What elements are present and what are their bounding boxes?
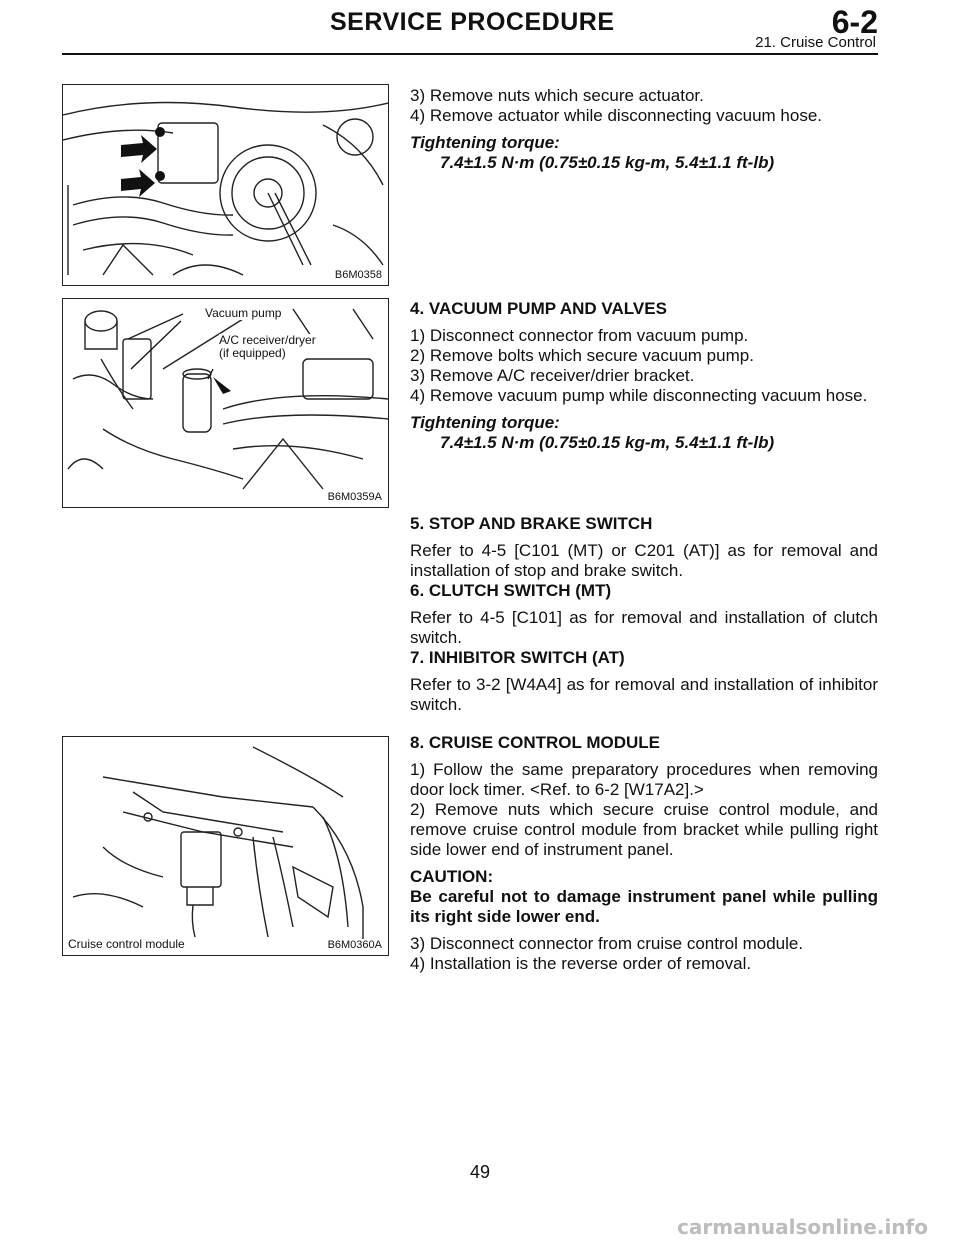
vacuum-pump-illustration bbox=[63, 299, 388, 507]
label-vacuum-pump: Vacuum pump bbox=[205, 306, 282, 320]
figure-actuator bbox=[62, 84, 389, 286]
label-cruise-control-module: Cruise control module bbox=[68, 937, 185, 951]
cruise-module-section bbox=[410, 733, 878, 974]
section-heading: 5. STOP AND BRAKE SWITCH bbox=[410, 514, 653, 533]
step-text: 2) Remove bolts which secure vacuum pump. bbox=[410, 346, 754, 365]
header-rule bbox=[62, 53, 878, 55]
step-text: 4) Installation is the reverse order of removal. bbox=[410, 954, 752, 973]
section-heading: 6. CLUTCH SWITCH (MT) bbox=[410, 581, 612, 600]
caution-heading: CAUTION: bbox=[410, 867, 494, 886]
section-heading: 7. INHIBITOR SWITCH (AT) bbox=[410, 648, 625, 667]
step-text: 1) Disconnect connector from vacuum pump. bbox=[410, 326, 749, 345]
header-title: SERVICE PROCEDURE bbox=[330, 8, 615, 36]
figure-id: B6M0360A bbox=[327, 939, 382, 951]
vacuum-pump-section bbox=[410, 299, 878, 453]
cruise-module-illustration bbox=[63, 737, 388, 955]
step-text: 3) Disconnect connector from cruise control module. bbox=[410, 934, 804, 953]
figure-vacuum-pump bbox=[62, 298, 389, 508]
caution-text: Be careful not to damage instrument panel while pulling its right side lower end. bbox=[410, 887, 878, 926]
section-number: 6-2 bbox=[831, 4, 878, 40]
torque-value: 7.4±1.5 N·m (0.75±0.15 kg-m, 5.4±1.1 ft-lb) bbox=[440, 433, 775, 452]
label-if-equipped: (if equipped) bbox=[219, 346, 286, 360]
body-text: Refer to 4-5 [C101 (MT) or C201 (AT)] as for removal and installation of stop and brake switch. bbox=[410, 541, 878, 580]
body-text: Refer to 4-5 [C101] as for removal and installation of clutch switch. bbox=[410, 608, 878, 647]
section-heading: 4. VACUUM PUMP AND VALVES bbox=[410, 299, 667, 318]
actuator-illustration bbox=[63, 85, 388, 285]
step-text: 1) Follow the same preparatory procedures when removing door lock timer. <Ref. to 6-2 [W17A2].> bbox=[410, 760, 878, 799]
body-text: Refer to 3-2 [W4A4] as for removal and installation of inhibitor switch. bbox=[410, 675, 878, 714]
figure-id: B6M0358 bbox=[334, 269, 382, 281]
watermark: carmanualsonline.info bbox=[677, 1215, 928, 1239]
torque-value: 7.4±1.5 N·m (0.75±0.15 kg-m, 5.4±1.1 ft-lb) bbox=[440, 153, 775, 172]
actuator-steps bbox=[410, 86, 878, 173]
section-subtitle: 21. Cruise Control bbox=[755, 34, 876, 51]
torque-heading: Tightening torque: bbox=[410, 413, 560, 432]
section-heading: 8. CRUISE CONTROL MODULE bbox=[410, 733, 660, 752]
step-text: 3) Remove nuts which secure actuator. bbox=[410, 86, 704, 105]
step-text: 2) Remove nuts which secure cruise control module, and remove cruise control module from bracket while pulling right side lower end of instrument panel. bbox=[410, 800, 878, 859]
step-text: 4) Remove actuator while disconnecting vacuum hose. bbox=[410, 106, 822, 125]
figure-cruise-module bbox=[62, 736, 389, 956]
label-ac-receiver: A/C receiver/dryer bbox=[219, 333, 316, 347]
step-text: 4) Remove vacuum pump while disconnecting vacuum hose. bbox=[410, 386, 868, 405]
figure-id: B6M0359A bbox=[327, 491, 382, 503]
torque-heading: Tightening torque: bbox=[410, 133, 560, 152]
switches-section bbox=[410, 514, 878, 715]
step-text: 3) Remove A/C receiver/drier bracket. bbox=[410, 366, 695, 385]
page-number: 49 bbox=[469, 1162, 491, 1182]
